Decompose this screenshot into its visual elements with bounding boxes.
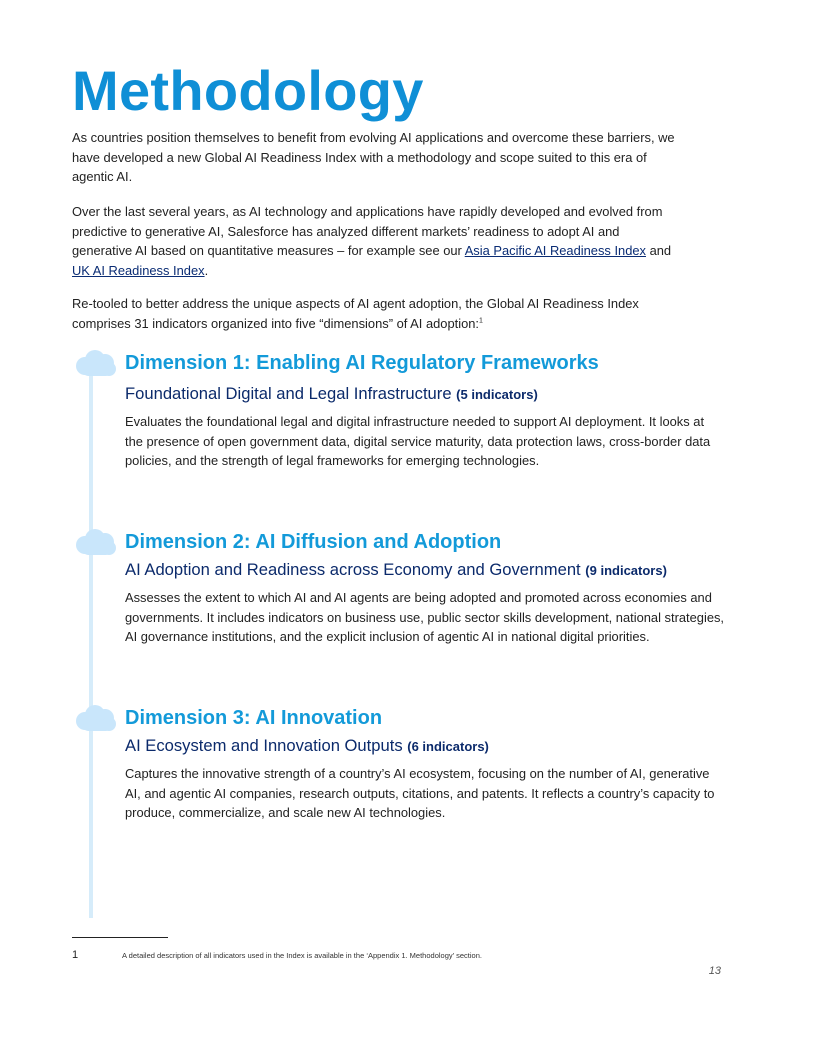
dimension-3-heading: Dimension 3: AI Innovation (125, 707, 383, 729)
dimension-3-subheading (125, 736, 489, 757)
intro-paragraph-2-text: Over the last several years, as AI technology and applications have rapidly developed and evolved from predictive to generative AI, Salesforce has analyzed different markets’ readiness to adopt AI and generative AI based on quantitative measures – for example see our (72, 204, 663, 258)
cloud-icon (74, 349, 118, 379)
dimension-1-description: Evaluates the foundational legal and digital infrastructure needed to support AI deployment. It looks at the presence of open government data, digital service maturity, data protection laws, cross-border data policies, and the strength of legal frameworks for emerging technologies. (125, 414, 711, 468)
intro-paragraph-1: As countries position themselves to benefit from evolving AI applications and overcome these barriers, we have developed a new Global AI Readiness Index with a methodology and scope suited to this era of agentic AI. (72, 130, 675, 184)
page-title: Methodology (72, 59, 424, 122)
dimension-1-subheading (125, 384, 538, 405)
page-number: 13 (708, 965, 721, 977)
dimension-3-indicator-count: (6 indicators) (407, 739, 489, 754)
dimension-2-subheading-text: AI Adoption and Readiness across Economy and Government (125, 560, 581, 579)
dimension-1-indicator-count: (5 indicators) (456, 387, 538, 402)
dimension-3-subheading-text: AI Ecosystem and Innovation Outputs (125, 736, 403, 755)
uk-index-link[interactable]: UK AI Readiness Index (72, 262, 205, 278)
intro-paragraph-2 (72, 202, 682, 280)
dimension-1-heading: Dimension 1: Enabling AI Regulatory Frameworks (125, 352, 599, 374)
dimension-1-subheading-text: Foundational Digital and Legal Infrastructure (125, 384, 452, 403)
intro-paragraph-2-end: . (204, 262, 209, 278)
footnote-text: A detailed description of all indicators used in the Index is available in the ‘Appendix 1. Methodology’ section. (122, 951, 482, 960)
intro-paragraph-3 (72, 294, 682, 333)
dimension-2-subheading (125, 560, 667, 581)
timeline-line (89, 360, 93, 918)
dimension-2-indicator-count: (9 indicators) (585, 563, 667, 578)
intro-paragraph-2-and: and (645, 243, 672, 258)
footnote-reference[interactable]: 1 (479, 317, 483, 325)
asia-pacific-index-link[interactable]: Asia Pacific AI Readiness Index (464, 243, 646, 258)
cloud-icon (74, 704, 118, 734)
intro-paragraph-3-text: Re-tooled to better address the unique aspects of AI agent adoption, the Global AI Readiness Index comprises 31 indicators organized into five “dimensions” of AI adoption: (72, 296, 639, 331)
dimension-2-description: Assesses the extent to which AI and AI agents are being adopted and promoted across economies and governments. It includes indicators on business use, public sector skills development, national strategies, AI governance institutions, and the explicit inclusion of agentic AI in national digital priorities. (125, 590, 725, 644)
footnote-divider (72, 937, 168, 938)
footnote-number: 1 (72, 949, 79, 961)
dimension-2-heading: Dimension 2: AI Diffusion and Adoption (125, 531, 502, 553)
cloud-icon (74, 528, 118, 558)
dimension-3-description: Captures the innovative strength of a country’s AI ecosystem, focusing on the number of AI, generative AI, and agentic AI companies, research outputs, citations, and patents. It reflects a country’s capacity to produce, commercialize, and scale new AI technologies. (125, 766, 715, 820)
